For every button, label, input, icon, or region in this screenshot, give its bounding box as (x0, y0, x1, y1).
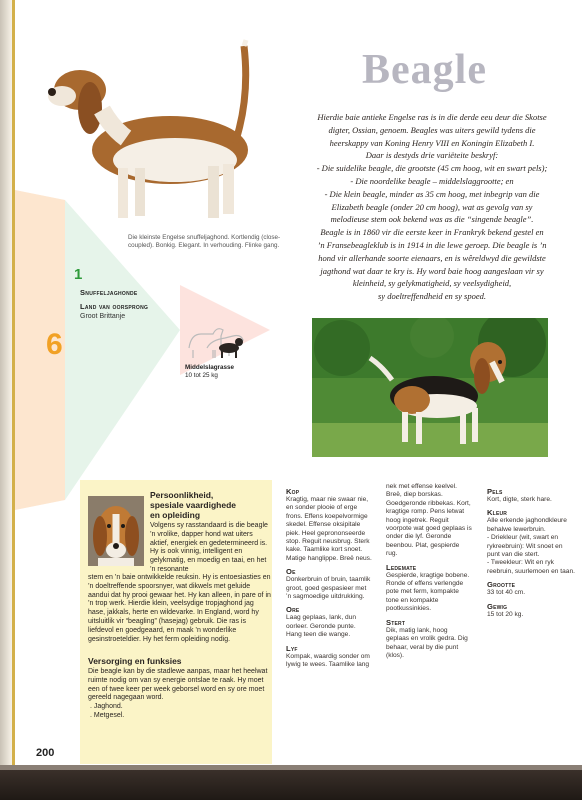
personality-heading-line: spesiale vaardighede (150, 500, 236, 510)
origin-value: Groot Brittanje (80, 313, 126, 320)
pels-text: Kort, digte, sterk hare. (487, 496, 552, 503)
kop-text: Kragtig, maar nie swaar nie, en sonder plooie of erge frons. Effens koepelvormige skedel. Effense oksipitale piek. Heel geprononseerde stop. Reguit neusbrug. Sterk kake. Taamlike kort snoet. Matige hanglippe. Breë neus. (286, 496, 372, 562)
intro-line: Beagle is in 1860 vir die eerste keer in Frankryk bekend gestel en (320, 227, 544, 238)
origin-label: Land van oorsprong (80, 302, 149, 311)
intro-text (284, 111, 580, 303)
breed-section-number: 1 (74, 266, 83, 283)
grootte-text: 33 tot 40 cm. (487, 589, 526, 597)
intro-line: hond vir allerhande soorte eienaars, en is wêreldwyd die gewildste (318, 252, 546, 263)
lyf-text-continued: nek met effense keelvel. Breë, diep borskas. Goedgeronde ribbekas. Kort, kragtige romp. Pens letwat hoog ingetrek. Reguit voorpote wat goed geplaas is onder die lyf. Geronde beenbou. Plat, gespierde rug. (386, 483, 472, 558)
intro-line: sy doeltreffendheid en sy spoed. (377, 291, 487, 302)
care-text (88, 668, 272, 721)
beagle-photo-standing (40, 38, 275, 233)
intro-line: ’n Fransebeagleklub is in 1914 in die lewe geroep. Die beagle is ’n (317, 239, 547, 250)
standard-column-body (386, 483, 472, 660)
oe-text: Donkerbruin of bruin, taamlik groot, goed gespasieer met ’n sagmoedige uitdrukking. (286, 576, 371, 601)
fci-group-number: 6 (46, 328, 63, 361)
intro-line: kleinheid, sy gelykmatigheid, sy veelsydigheid, (352, 278, 512, 289)
personality-text-part2: stem en ’n baie ontwikkelde reuksin. Hy is entoesiasties en ’n doeltreffende spoorsnyer, wat dikwels met geluide aandui dat hy prooi gewaar het. Hy kan alleen, in pare of in ’n trop werk. Hierdie klein, veelsydige tropjaghond jag hase, jakkals, herte en wildevarke. In England, word hy uitsluitlik vir “beagling” (hasejag) gebruik. Die ras is liefdevol en goedgeaard, en maak ’n wonderlike gesinstroeteldier. Hy het ferm opleiding nodig. (88, 574, 271, 643)
intro-line: melodieuse stem ook bekend was as die “singende beagle”. (330, 214, 534, 225)
standard-column-head (286, 483, 372, 670)
size-class-weight: 10 tot 25 kg (185, 372, 218, 379)
pels-heading: Pels (487, 487, 503, 496)
size-class-label (185, 364, 234, 380)
lyf-text: Kompak, waardig sonder om lywig te wees. Taamlike lang (286, 652, 370, 669)
personality-heading (150, 490, 274, 520)
intro-line: - Die noordelike beagle – middelslaggrootte; en (350, 175, 514, 186)
page-bottom-edge (0, 770, 582, 800)
gewig-text: 15 tot 20 kg. (487, 610, 524, 618)
care-function-item: . Jaghond. (90, 703, 123, 711)
personality-text (150, 522, 272, 575)
standard-column-coat (487, 483, 577, 619)
ore-heading: Ore (286, 605, 300, 615)
care-heading: Versorging en funksies (88, 656, 182, 666)
intro-line: Hierdie baie antieke Engelse ras is in die derde eeu deur die Skotse (317, 112, 547, 122)
kleur-heading: Kleur (487, 508, 508, 518)
kleur-text: Alle erkende jaghondkleure behalwe lewerbruin. (487, 517, 567, 533)
breed-group-label: Snuffeljaghonde (80, 288, 138, 297)
stert-text: Dik, matig lank, hoog geplaas en vrolik gedra. Dig behaar, veral by die punt (klos). (386, 626, 468, 659)
gewig-heading: Gewig (487, 601, 508, 611)
personality-text-part1: Volgens sy rasstandaard is die beagle ’n vrolike, dapper hond wat uiters aktief, energiek en gedetermineerd is. Hy is ook vinnig, intelligent en gelykmatig, en moedig en taai, en het ’n resonante (150, 522, 268, 573)
intro-line: heerskappy van Koning Henry VIII en Koningin Elizabeth I. (329, 137, 535, 148)
personality-heading-line: Persoonlikheid, (150, 490, 214, 500)
intro-line: Elizabeth beagle (onder 20 cm hoog), wat as gevolg van sy (331, 201, 533, 212)
care-paragraph: Die beagle kan by die stadlewe aanpas, maar het heelwat ruimte nodig om van sy energie ontslae te raak. Hy moet een of twee keer per week geborsel word en sy ore moet gereeld nagegaan word. (88, 668, 268, 702)
ledemate-text: Gespierde, kragtige bobene. Ronde of effens verlengde pote met ferm, kompakte tone en kompakte pootkussinkies. (386, 571, 470, 613)
intro-line: digter, Ossian, genoem. Beagles was uiters gewild tydens die (328, 124, 536, 135)
kleur-item: - Tweekleur: Wit en ryk reebruin, suurlemoen en taan. (487, 559, 575, 575)
stert-heading: Stert (386, 617, 406, 627)
grootte-heading: Grootte (487, 580, 516, 590)
kleur-item: - Driekleur (wit, swart en rykreebruin): Wit snoet en punt van die stert. (487, 534, 563, 559)
intro-line: jagthond wat daar te kry is. Hy word baie hoog aangeslaan vir sy (320, 265, 544, 276)
beagle-photo-outdoors (312, 318, 548, 457)
ledemate-heading: Ledemate (386, 562, 417, 572)
intro-line: - Die suidelike beagle, die grootste (45 cm hoog, wit en swart pels); (316, 163, 548, 174)
beagle-portrait-photo (88, 496, 144, 566)
size-class-icon (185, 322, 247, 362)
intro-line: Daar is destyds drie variëteite beskryf: (365, 150, 499, 161)
oe-heading: Oe (286, 567, 296, 577)
intro-line: - Die klein beagle, minder as 35 cm hoog, met inbegrip van die (324, 188, 540, 199)
page-number: 200 (36, 747, 55, 759)
ore-text: Laag geplaas, lank, dun oorleer. Geronde punte. Hang teen die wange. (286, 614, 357, 639)
care-function-item: . Metgesel. (90, 711, 125, 719)
personality-heading-line: en opleiding (150, 510, 201, 520)
lyf-heading: Lyf (286, 643, 298, 653)
personality-text-continued (88, 574, 272, 644)
kop-heading: Kop (286, 487, 300, 496)
header-photo-caption: Die kleinste Engelse snuffeljaghond. Kortlendig (close-coupled). Bonkig. Elegant. In verhouding. Flinke gang. (128, 234, 281, 249)
page-title: Beagle (362, 47, 487, 93)
size-class-name: Middelslagrasse (185, 364, 234, 371)
